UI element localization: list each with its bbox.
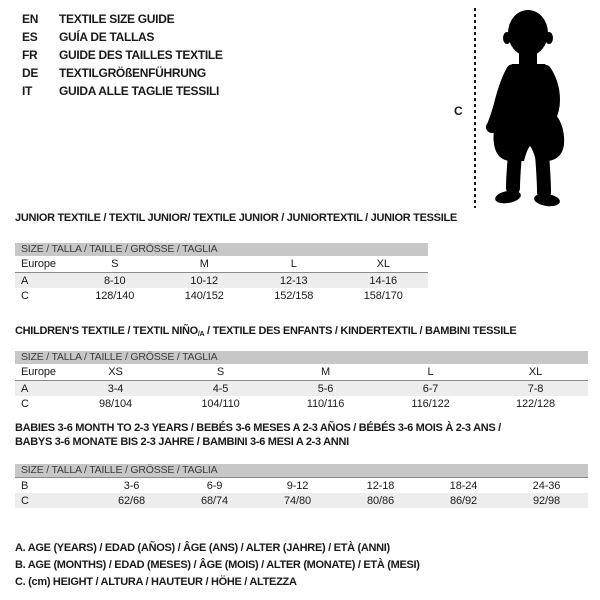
table-title-line: JUNIOR TEXTILE / TEXTIL JUNIOR/ TEXTILE JUNIOR / JUNIORTEXTIL / JUNIOR TESSILE	[15, 212, 457, 224]
row-cell: M	[199, 258, 209, 270]
row-cell: 6-9	[206, 479, 223, 492]
row-cell: 9-12	[286, 479, 309, 492]
row-cell: 24-36	[532, 479, 561, 492]
table-title-line: BABIES 3-6 MONTH TO 2-3 YEARS / BEBÉS 3-6 MESES A 2-3 AÑOS / BÉBÉS 3-6 MOIS À 2-3 ANS /	[15, 422, 501, 434]
row-cell: 128/140	[95, 289, 135, 302]
language-list	[22, 10, 223, 100]
table-row	[15, 396, 588, 411]
language-code: ES	[22, 30, 38, 44]
row-cell: 152/158	[274, 289, 314, 302]
row-label: A	[21, 382, 29, 395]
row-label: Europe	[21, 366, 56, 378]
row-cell: 80/86	[366, 494, 395, 507]
row-cell: 14-16	[369, 274, 398, 287]
row-cell: 158/170	[363, 289, 403, 302]
language-row	[22, 28, 223, 46]
table-title	[15, 324, 588, 342]
table-title-line: BABYS 3-6 MONATE BIS 2-3 JAHRE / BAMBINI 3-6 MESI A 2-3 ANNI	[15, 436, 349, 448]
junior-table-section	[15, 211, 457, 303]
baby-figure	[448, 6, 588, 212]
table-row	[15, 288, 428, 303]
table-row	[15, 381, 588, 396]
language-row	[22, 46, 223, 64]
row-cell: 98/104	[98, 397, 133, 410]
row-cell: M	[320, 366, 331, 378]
row-cell: XS	[108, 366, 123, 378]
table-row	[15, 256, 428, 273]
row-cell: 7-8	[527, 382, 544, 395]
row-cell: 104/110	[201, 397, 240, 410]
table-row	[15, 273, 428, 288]
row-cell: L	[427, 366, 434, 378]
language-label: TEXTILE SIZE GUIDE	[59, 12, 175, 26]
table-row	[15, 364, 588, 381]
row-cell: 12-18	[366, 479, 395, 492]
language-row	[22, 82, 223, 100]
row-cell: 6-7	[422, 382, 439, 395]
footnote-line: A. AGE (YEARS) / EDAD (AÑOS) / ÂGE (ANS) / ALTER (JAHRE) / ETÀ (ANNI)	[15, 542, 390, 554]
table-row	[15, 493, 588, 508]
footnote-line: C. (cm) HEIGHT / ALTURA / HAUTEUR / HÖHE / ALTEZZA	[15, 576, 297, 588]
table-rows	[15, 478, 588, 508]
language-code: EN	[22, 12, 39, 26]
row-cell: XL	[528, 366, 543, 378]
table-row	[15, 478, 588, 493]
language-code: DE	[22, 66, 39, 80]
height-dashed-line	[474, 8, 476, 208]
language-row	[22, 64, 223, 82]
language-label: GUIDA ALLE TAGLIE TESSILI	[59, 84, 220, 98]
language-label: GUÍA DE TALLAS	[59, 30, 155, 44]
row-cell: 10-12	[190, 274, 219, 287]
row-cell: 110/116	[306, 397, 345, 410]
baby-silhouette-icon	[484, 8, 572, 208]
row-cell: 5-6	[317, 382, 334, 395]
language-code: IT	[22, 84, 33, 98]
table-title	[15, 421, 588, 449]
row-cell: 68/74	[200, 494, 229, 507]
row-cell: 116/122	[411, 397, 450, 410]
table-rows	[15, 256, 428, 303]
row-cell: L	[290, 258, 297, 270]
row-label: C	[21, 494, 29, 507]
row-cell: 122/128	[515, 397, 556, 410]
size-header-bar: SIZE / TALLA / TAILLE / GRÖSSE / TAGLIA	[15, 243, 428, 256]
row-cell: 18-24	[449, 479, 478, 492]
language-row	[22, 10, 223, 28]
row-cell: S	[111, 258, 119, 270]
footnotes	[15, 540, 420, 591]
table-title-line: CHILDREN'S TEXTILE / TEXTIL $NIÑO_{/A}$ / TEXTILE DES ENFANTS / KINDERTEXTIL / BAMBINI TESSILE	[15, 325, 517, 338]
row-label: C	[21, 289, 29, 302]
row-cell: XL	[376, 258, 390, 270]
children-table-section	[15, 324, 588, 411]
row-cell: S	[216, 366, 225, 378]
row-cell: 4-5	[212, 382, 229, 395]
row-cell: 140/152	[184, 289, 224, 302]
language-label: GUIDE DES TAILLES TEXTILE	[59, 48, 223, 62]
babies-table-section	[15, 421, 588, 508]
table-title	[15, 211, 457, 225]
row-label: B	[21, 479, 29, 492]
row-cell: 12-13	[279, 274, 308, 287]
size-header-bar: SIZE / TALLA / TAILLE / GRÖSSE / TAGLIA	[15, 464, 588, 478]
row-label: Europe	[21, 258, 56, 270]
table-rows	[15, 364, 588, 411]
size-header-bar: SIZE / TALLA / TAILLE / GRÖSSE / TAGLIA	[15, 351, 588, 364]
row-label: A	[21, 274, 29, 287]
row-cell: 92/98	[532, 494, 561, 507]
row-cell: 3-6	[123, 479, 140, 492]
row-cell: 62/68	[117, 494, 146, 507]
footnote-line: B. AGE (MONTHS) / EDAD (MESES) / ÂGE (MOIS) / ALTER (MONATE) / ETÀ (MESI)	[15, 559, 420, 571]
row-cell: 3-4	[107, 382, 124, 395]
language-code: FR	[22, 48, 38, 62]
language-label: TEXTILGRÖßENFÜHRUNG	[59, 66, 206, 80]
row-label: C	[21, 397, 29, 410]
row-cell: 74/80	[283, 494, 312, 507]
row-cell: 86/92	[449, 494, 478, 507]
row-cell: 8-10	[103, 274, 126, 287]
height-marker-label: C	[454, 104, 463, 118]
